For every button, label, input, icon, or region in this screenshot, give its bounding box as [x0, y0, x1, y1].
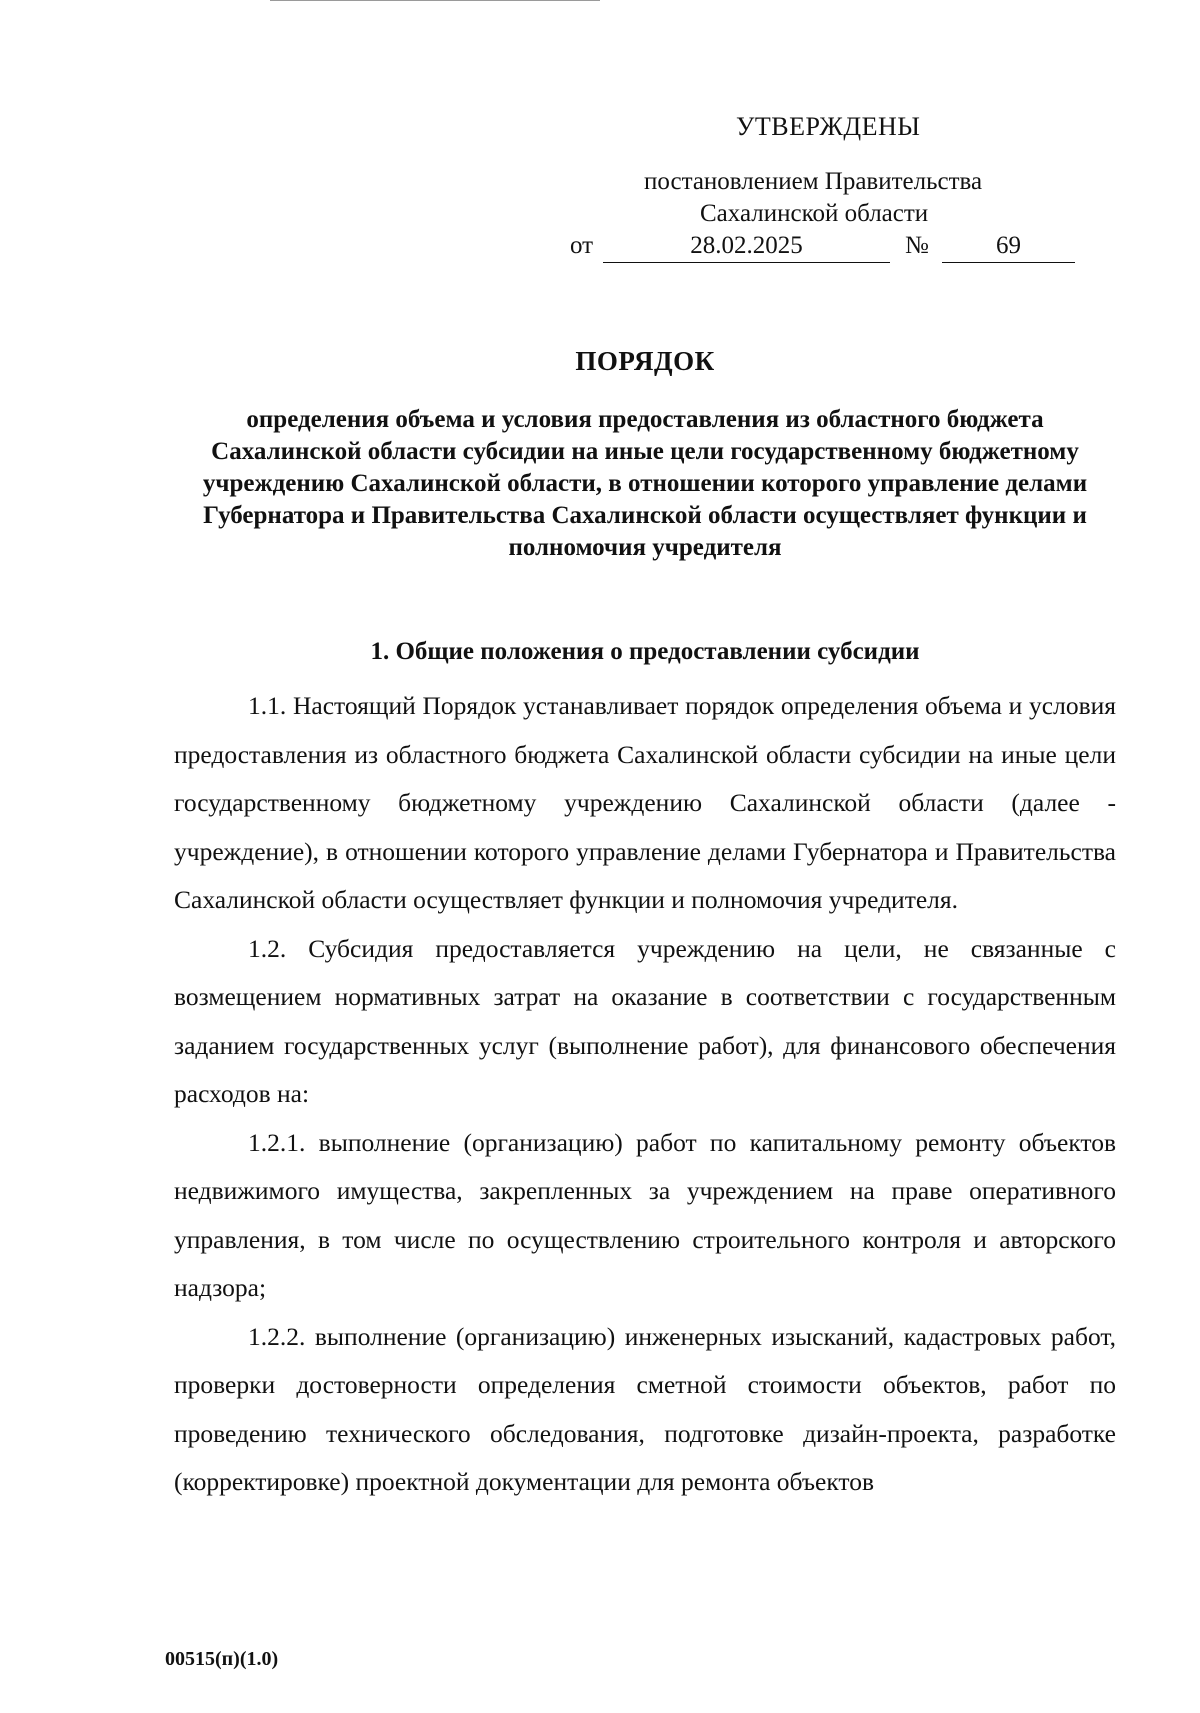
footer-document-code: 00515(п)(1.0): [165, 1648, 279, 1670]
paragraph-1-2: 1.2. Субсидия предоставляется учреждению на цели, не связанные с возмещением нормативных затрат на оказание в соответствии с государственным заданием государственных услуг (выполнение работ), для финансового обеспечения расходов на:: [174, 933, 1116, 1108]
decree-date-number-line: [570, 232, 1115, 266]
decree-number: 69: [942, 232, 1075, 263]
approved-title: УТВЕРЖДЕНЫ: [736, 112, 921, 141]
decree-date: 28.02.2025: [603, 232, 890, 263]
document-subtitle: определения объема и условия предоставления из областного бюджета Сахалинской области субсидии на иные цели государственному бюджетному учреждению Сахалинской области, в отношении которого управление делами Губернатора и Правительства Сахалинской области осуществляет функции и полномочия учредителя: [202, 406, 1088, 561]
document-title: ПОРЯДОК: [575, 346, 715, 376]
scan-artifact: [270, 0, 600, 1]
number-prefix: №: [905, 232, 929, 259]
date-prefix: от: [570, 232, 594, 259]
approved-by-line-2: Сахалинской области: [700, 200, 929, 227]
approved-by-line-1: постановлением Правительства: [644, 168, 983, 195]
section-body: [174, 682, 1116, 1507]
paragraph-1-2-1: 1.2.1. выполнение (организацию) работ по капитальному ремонту объектов недвижимого имущества, закрепленных за учреждением на праве оперативного управления, в том числе по осуществлению строительного контроля и авторского надзора;: [174, 1127, 1116, 1302]
paragraph-1-1: 1.1. Настоящий Порядок устанавливает порядок определения объема и условия предоставления из областного бюджета Сахалинской области субсидии на иные цели государственному бюджетному учреждению Сахалинской области (далее - учреждение), в отношении которого управление делами Губернатора и Правительства Сахалинской области осуществляет функции и полномочия учредителя.: [174, 691, 1116, 914]
section-heading: 1. Общие положения о предоставлении субсидии: [370, 638, 920, 665]
paragraph-1-2-2: 1.2.2. выполнение (организацию) инженерных изысканий, кадастровых работ, проверки достоверности определения сметной стоимости объектов, работ по проведению технического обследования, подготовке дизайн-проекта, разработке (корректировке) проектной документации для ремонта объектов: [174, 1321, 1116, 1496]
